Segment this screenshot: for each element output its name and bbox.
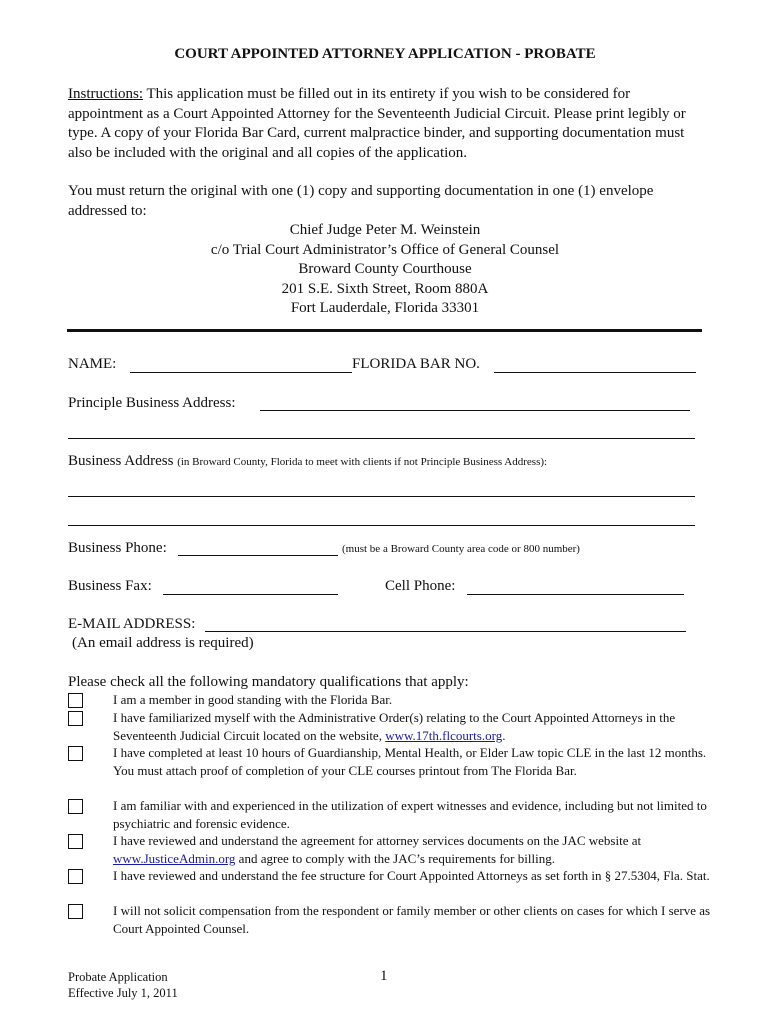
business-address-field[interactable] <box>68 496 695 497</box>
business-phone-field[interactable] <box>178 555 338 556</box>
section-divider <box>67 329 702 332</box>
justiceadmin-link[interactable]: www.JusticeAdmin.org <box>113 850 236 866</box>
page-number: 1 <box>380 968 388 984</box>
qualification-checkbox[interactable] <box>68 869 83 884</box>
qualification-checkbox[interactable] <box>68 799 83 814</box>
principal-address-field-line2[interactable] <box>68 438 695 439</box>
email-field[interactable] <box>205 631 686 632</box>
cell-phone-field[interactable] <box>467 594 684 595</box>
address-line: Chief Judge Peter M. Weinstein <box>289 222 481 238</box>
cell-phone-label: Cell Phone: <box>385 578 456 594</box>
address-line: Broward County Courthouse <box>298 261 472 277</box>
qualification-item: I am familiar with and experienced in the utilization of expert witnesses and evidence, including but not limited to psychiatric and forensic evidence. <box>113 798 707 831</box>
business-phone-label: Business Phone: <box>68 540 167 556</box>
qualification-checkbox[interactable] <box>68 746 83 761</box>
business-phone-note: (must be a Broward County area code or 800 number) <box>342 543 580 555</box>
business-address-note: (in Broward County, Florida to meet with clients if not Principle Business Address): <box>177 456 548 468</box>
qualifications-heading: Please check all the following mandatory qualifications that apply: <box>68 674 469 690</box>
instructions-text: This application must be filled out in its entirety if you wish to be considered for appointment as a Court Appointed Attorney for the Seventeenth Judicial Circuit. Please print legibly or type. A copy of your Florida Bar Card, current malpractice binder, and supporting documentation must also be included with the original and all copies of the application. <box>68 86 686 161</box>
email-note: (An email address is required) <box>72 635 254 651</box>
qualification-item: I am a member in good standing with the Florida Bar. <box>113 692 393 707</box>
principal-address-label: Principle Business Address: <box>68 395 236 411</box>
address-line: c/o Trial Court Administrator’s Office of General Counsel <box>210 241 560 258</box>
flcourts-link[interactable]: www.17th.flcourts.org <box>385 727 503 743</box>
qualification-item: I have reviewed and understand the fee structure for Court Appointed Attorneys as set forth in § 27.5304, Fla. Stat. <box>113 868 710 883</box>
business-fax-field[interactable] <box>163 594 338 595</box>
return-instructions: You must return the original with one (1) copy and supporting documentation in one (1) envelope addressed to: <box>68 183 654 219</box>
business-address-label: Business Address (in Broward County, Florida to meet with clients if not Principle Business Address): <box>68 453 548 469</box>
bar-number-field[interactable] <box>494 372 696 373</box>
document-title: COURT APPOINTED ATTORNEY APPLICATION - PROBATE <box>174 46 596 62</box>
instructions-paragraph <box>68 85 708 163</box>
qualification-item: I have familiarized myself with the Administrative Order(s) relating to the Court Appointed Attorneys in the Seventeenth Judicial Circuit located on the website, www.17th.flcourts.org. <box>113 710 676 743</box>
business-address-field-line2[interactable] <box>68 525 695 526</box>
footer-form-name: Probate Application <box>68 970 168 984</box>
principal-address-field[interactable] <box>260 410 690 411</box>
qualification-checkbox[interactable] <box>68 711 83 726</box>
instructions-label: Instructions: <box>68 86 143 102</box>
bar-number-label: FLORIDA BAR NO. <box>352 356 480 372</box>
address-line: 201 S.E. Sixth Street, Room 880A <box>281 280 489 297</box>
qualification-item: I will not solicit compensation from the respondent or family member or other clients on cases for which I serve as Court Appointed Counsel. <box>113 903 711 936</box>
qualification-checkbox[interactable] <box>68 834 83 849</box>
footer-effective-date: Effective July 1, 2011 <box>68 986 178 1000</box>
name-field[interactable] <box>130 372 352 373</box>
name-label: NAME: <box>68 356 117 372</box>
address-line: Fort Lauderdale, Florida 33301 <box>290 300 480 316</box>
qualification-item: I have completed at least 10 hours of Guardianship, Mental Health, or Elder Law topic CLE in the last 12 months. You must attach proof of completion of your CLE courses printout from The Florida Bar. <box>113 745 707 778</box>
qualification-checkbox[interactable] <box>68 693 83 708</box>
business-fax-label: Business Fax: <box>68 578 152 594</box>
email-label: E-MAIL ADDRESS: <box>68 616 196 632</box>
qualification-checkbox[interactable] <box>68 904 83 919</box>
qualification-item: I have reviewed and understand the agreement for attorney services documents on the JAC website at www.JusticeAdmin.org and agree to comply with the JAC’s requirements for billing. <box>113 833 642 866</box>
